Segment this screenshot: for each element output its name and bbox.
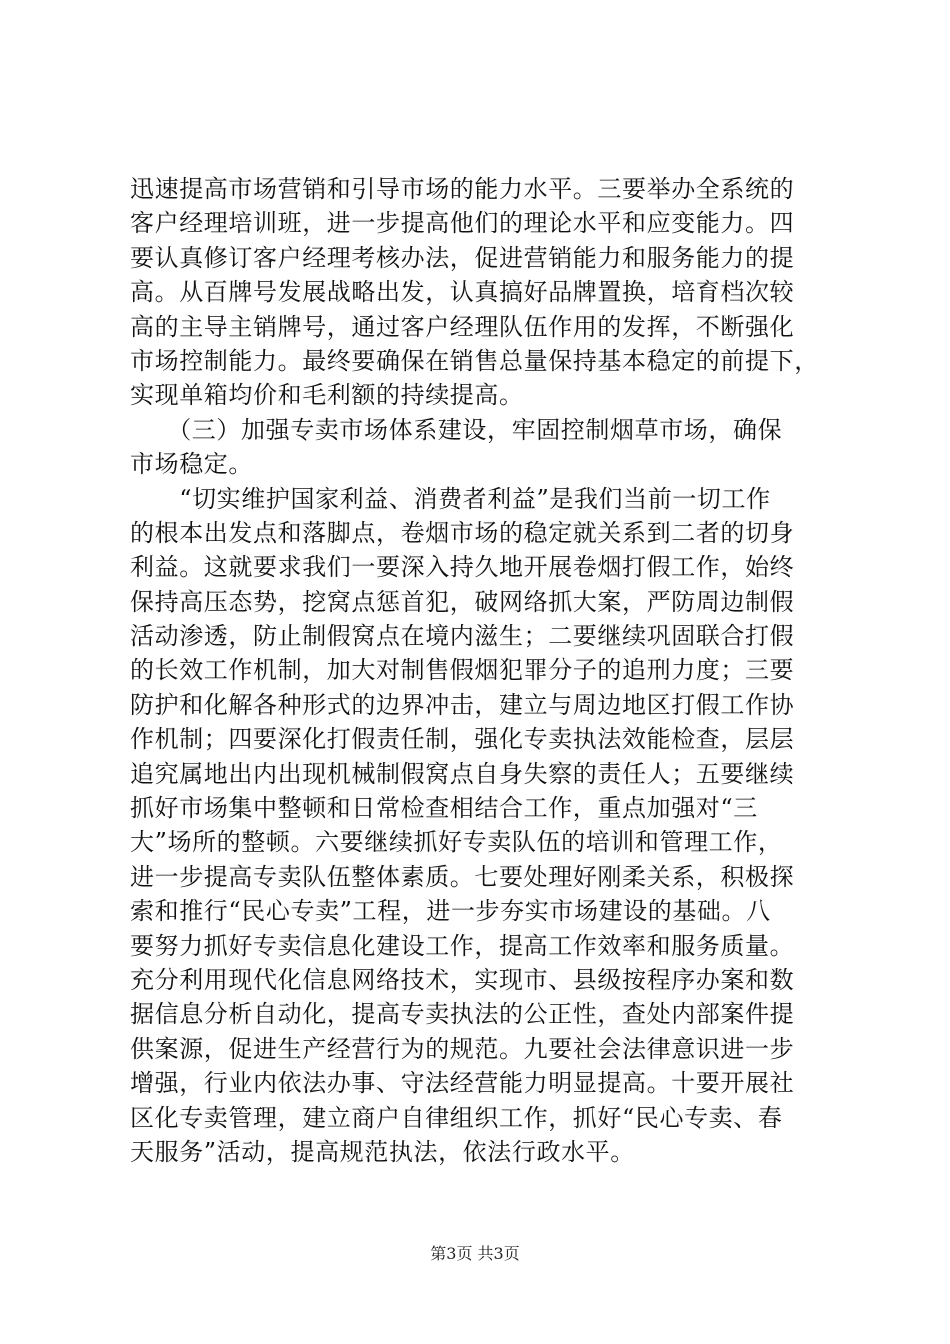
- text-line: 要努力抓好专卖信息化建设工作，提高工作效率和服务质量。: [130, 931, 795, 960]
- text-line: 迅速提高市场营销和引导市场的能力水平。三要举办全系统的: [130, 175, 795, 203]
- text-line: 实现单箱均价和毛利额的持续提高。: [130, 381, 524, 410]
- text-line: 利益。这就要求我们一要深入持久地开展卷烟打假工作，始终: [130, 553, 795, 582]
- text-line: 的长效工作机制，加大对制售假烟犯罪分子的追刑力度；三要: [130, 656, 795, 685]
- text-line: 作机制；四要深化打假责任制，强化专卖执法效能检查，层层: [130, 725, 795, 754]
- text-line: 要认真修订客户经理考核办法，促进营销能力和服务能力的提: [130, 243, 795, 272]
- document-body: [130, 172, 830, 1169]
- text-line: 客户经理培训班，进一步提高他们的理论水平和应变能力。四: [130, 209, 795, 238]
- text-line: 据信息分析自动化，提高专卖执法的公正性，查处内部案件提: [130, 1000, 795, 1029]
- text-line: 增强，行业内依法办事、守法经营能力明显提高。十要开展社: [130, 1069, 795, 1098]
- text-line: 抓好市场集中整顿和日常检查相结合工作，重点加强对“三: [130, 794, 758, 823]
- text-line: 进一步提高专卖队伍整体素质。七要处理好刚柔关系，积极探: [130, 862, 795, 891]
- text-line: 高。从百牌号发展战略出发，认真搞好品牌置换，培育档次较: [130, 278, 795, 307]
- text-line: 的根本出发点和落脚点，卷烟市场的稳定就关系到二者的切身: [130, 518, 795, 547]
- text-line: 大”场所的整顿。六要继续抓好专卖队伍的培训和管理工作，: [130, 828, 783, 857]
- text-line: 区化专卖管理，建立商户自律组织工作，抓好“民心专卖、春: [130, 1103, 783, 1132]
- text-line: 市场控制能力。最终要确保在销售总量保持基本稳定的前提下，: [130, 346, 819, 375]
- text-line: 充分利用现代化信息网络技术，实现市、县级按程序办案和数: [130, 965, 795, 994]
- text-line: 防护和化解各种形式的边界冲击，建立与周边地区打假工作协: [130, 690, 795, 719]
- text-line: 活动渗透，防止制假窝点在境内滋生；二要继续巩固联合打假: [130, 622, 795, 651]
- text-line: 索和推行“民心专卖”工程，进一步夯实市场建设的基础。八: [130, 897, 771, 926]
- text-line: 高的主导主销牌号，通过客户经理队伍作用的发挥，不断强化: [130, 312, 795, 341]
- text-line: 供案源，促进生产经营行为的规范。九要社会法律意识进一步: [130, 1034, 795, 1063]
- text-line: 保持高压态势，挖窝点惩首犯，破网络抓大案，严防周边制假: [130, 587, 795, 616]
- text-line: 追究属地出内出现机械制假窝点自身失察的责任人；五要继续: [130, 759, 795, 788]
- text-line: “切实维护国家利益、消费者利益”是我们当前一切工作: [130, 484, 771, 513]
- page-footer: 第3页 共3页: [430, 1244, 520, 1263]
- text-line: 市场稳定。: [130, 450, 253, 479]
- text-line: （三）加强专卖市场体系建设，牢固控制烟草市场，确保: [130, 415, 783, 444]
- text-line: 天服务”活动，提高规范执法，依法行政水平。: [130, 1137, 635, 1166]
